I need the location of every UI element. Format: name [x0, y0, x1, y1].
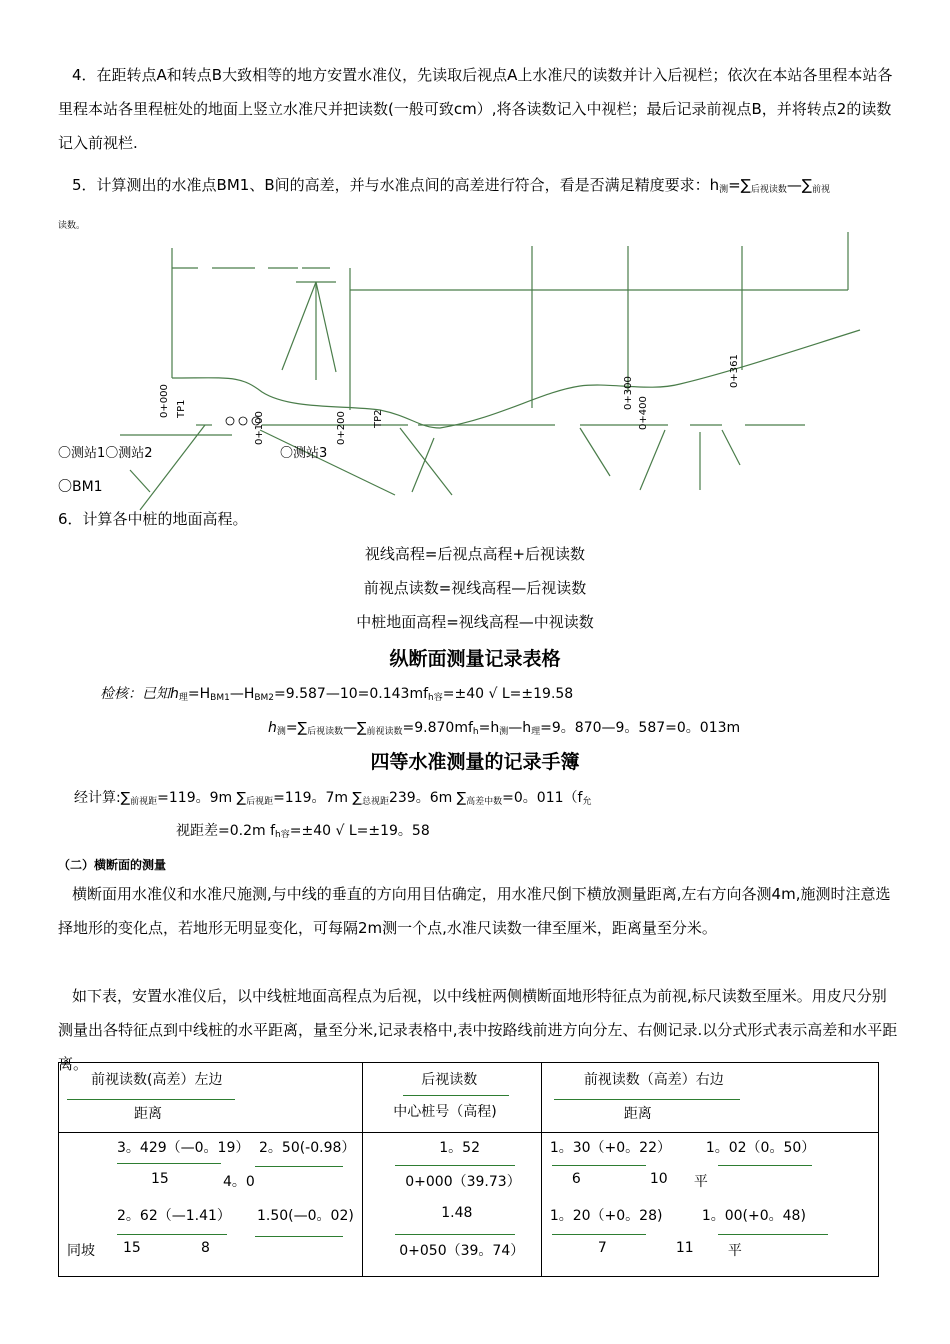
header-mid-top: 后视读数: [421, 1072, 478, 1088]
calc1-d: =0。011（f: [502, 790, 583, 806]
left-r1-distance-b: 4。0: [223, 1174, 255, 1190]
formula-foresight: 前视点读数=视线高程—后视读数: [363, 579, 587, 597]
formula-sightline: 视线高程=后视点高程+后视读数: [364, 545, 586, 563]
cross-section-paragraph-1: 横断面用水准仪和水准尺施测,与中线的垂直的方向用目估确定，用水准尺倒下横放测量距离,左右方向各测4m,施测时注意选择地形的变化点，若地形无明显变化，可每隔2m测一个点,水准尺读数一律至厘米，距离量至分米。: [58, 885, 891, 937]
section-cross-heading: （二）横断面的测量: [58, 858, 167, 872]
check1-s1: 理: [178, 693, 188, 703]
mid-r2-backsight: 1.48: [441, 1205, 473, 1221]
check1-h: h: [170, 686, 179, 702]
check2-s5: 测: [499, 727, 509, 737]
calc2-a: 视距差=0.2m f: [176, 823, 276, 839]
check2-s6: 理: [531, 727, 541, 737]
station-label-0-200: 0+200: [336, 411, 347, 445]
left-r1-distance-a: 15: [151, 1171, 169, 1187]
calc2-s1: h: [275, 830, 281, 840]
left-r2-reading-a: 2。62（—1.41）: [117, 1208, 231, 1224]
right-r2-reading-b: 1。00(+0。48): [701, 1208, 806, 1224]
left-r2-distance-a: 15: [123, 1240, 141, 1256]
left-r1-reading-a: 3。429（—0。19）: [117, 1140, 250, 1156]
check-label: 检核：已知: [100, 686, 170, 702]
step5-tail: 读数。: [58, 221, 86, 231]
title-profile-record: 纵断面测量记录表格: [389, 648, 561, 670]
step6-text: 6．计算各中桩的地面高程。: [58, 510, 248, 528]
station-label-0-361: 0+361: [729, 354, 740, 388]
check1-s2: BM1: [210, 693, 230, 703]
calc1-s4: 高差中数: [466, 797, 503, 807]
step5-sub-measured: 测: [719, 185, 729, 195]
data-mid-cell: [363, 1133, 542, 1277]
check2-a: =∑: [285, 720, 308, 736]
right-r2-flat: 平: [727, 1243, 742, 1259]
check2-s1: 测: [276, 727, 286, 737]
station-label-tp1: TP1: [176, 399, 187, 418]
header-right-bottom: 距离: [623, 1106, 652, 1122]
right-r1-distance-a: 6: [571, 1171, 581, 1187]
check-line-2: [268, 717, 740, 737]
station-label-0-300: 0+300: [623, 376, 634, 410]
check-line-1: [100, 683, 573, 703]
station-1-2-label: 〇测站1〇测站2: [58, 446, 153, 461]
header-left-top: 前视读数(高差）左边: [91, 1072, 223, 1088]
calc1-s3: 总视距: [361, 797, 389, 807]
header-mid-cell: [363, 1063, 542, 1133]
data-right-cell: [541, 1133, 878, 1277]
check1-b: —H: [229, 686, 255, 702]
mid-r2-station: 0+050（39。74）: [399, 1243, 525, 1259]
calc1-s2: 后视距: [246, 797, 274, 807]
step5-text: 5．计算测出的水准点BM1、B间的高差，并与水准点间的高差进行符合，看是否满足精度要求：h: [72, 176, 720, 194]
check2-s2: 后视读数: [307, 727, 344, 737]
calc1-c: 239。6m ∑: [388, 790, 467, 806]
calc1-a: =119。9m ∑: [157, 790, 247, 806]
station-3-label: 〇测站3: [280, 446, 328, 461]
step5-sub-foresight: 前视: [811, 185, 830, 195]
check1-a: =H: [187, 686, 211, 702]
check2-s3: 前视读数: [366, 727, 403, 737]
step5-minus: —∑: [786, 176, 812, 194]
check2-f: =9。870—9。587=0。013m: [540, 720, 741, 736]
right-r1-reading-a: 1。30（+0。22）: [549, 1140, 671, 1156]
right-r2-distance-b: 11: [675, 1240, 694, 1256]
mid-r1-station: 0+000（39.73）: [405, 1174, 521, 1190]
header-right-top: 前视读数（高差）右边: [583, 1072, 724, 1088]
station-label-0-000: 0+000: [159, 384, 170, 418]
header-mid-bottom: 中心桩号（高程): [393, 1104, 497, 1120]
station-label-tp2: TP2: [373, 409, 384, 428]
left-r2-reading-b: 1.50(—0。02): [257, 1208, 354, 1224]
check2-b: —∑: [343, 720, 367, 736]
check1-c: =9.587—10=0.143mf: [274, 686, 429, 702]
right-r2-distance-a: 7: [597, 1240, 607, 1256]
title-fourth-order-leveling: 四等水准测量的记录手簿: [370, 751, 580, 773]
header-left-bottom: 距离: [134, 1106, 162, 1122]
calc-line-2: [176, 820, 430, 840]
step5-eq: =∑: [728, 176, 751, 194]
check1-s4: h: [428, 693, 434, 703]
cross-section-paragraph-2: 如下表，安置水准仪后，以中线桩地面高程点为后视，以中线桩两侧横断面地形特征点为前视,标尺读数至厘米。用皮尺分别测量出各特征点到中线桩的水平距离，量至分米,记录表格中,表中按路线前进方向分左、右侧记录.以分式形式表示高差和水平距离。: [58, 987, 898, 1073]
calc1-label: 经计算:∑: [74, 790, 131, 806]
check2-d: =h: [478, 720, 500, 736]
check2-h: h: [268, 720, 277, 736]
right-r1-distance-b: 10: [649, 1171, 668, 1187]
step4-paragraph: 4．在距转点A和转点B大致相等的地方安置水准仪，先读取后视点A上水准尺的读数并计入后视栏；依次在本站各里程本站各里程本站各里程桩处的地面上竖立水准尺并把读数(一般可致cm）,将各读数记入中视栏；最后记录前视点B，并将转点2的读数记入前视栏.: [58, 66, 893, 152]
calc1-b: =119。7m ∑: [273, 790, 362, 806]
formula-ground-elevation: 中桩地面高程=视线高程—中视读数: [356, 613, 594, 631]
right-r1-reading-b: 1。02（0。50）: [705, 1140, 816, 1156]
check2-c: =9.870mf: [402, 720, 473, 736]
check1-s5: 容: [433, 693, 443, 703]
calc1-s1: 前视距: [130, 797, 158, 807]
check1-s3: BM2: [254, 693, 275, 703]
station-label-0-400: 0+400: [638, 396, 649, 430]
cross-section-table: [58, 1062, 879, 1277]
mid-r1-backsight: 1。52: [439, 1140, 480, 1156]
left-r1-reading-b: 2。50(-0.98）: [259, 1140, 356, 1156]
station-label-0-100: 0+100: [254, 411, 265, 445]
calc1-s5: 允: [582, 797, 592, 807]
bm1-label: 〇BM1: [58, 479, 103, 495]
data-left-cell: [59, 1133, 363, 1277]
calc2-b: =±40 √ L=±19。58: [289, 823, 430, 839]
left-r2-same-slope: 同坡: [67, 1243, 95, 1259]
calc-line-1: [74, 787, 591, 807]
header-left-cell: [59, 1063, 363, 1133]
right-r2-reading-a: 1。20（+0。28): [549, 1208, 663, 1224]
diagram-lines: [120, 232, 860, 510]
left-r2-distance-b: 8: [201, 1240, 210, 1256]
check2-e: —h: [508, 720, 532, 736]
right-r1-flat: 平: [693, 1174, 708, 1190]
check2-s4: h: [472, 727, 479, 737]
step5-sub-backsight: 后视读数: [750, 185, 787, 195]
header-right-cell: [541, 1063, 878, 1133]
calc2-s2: 容: [280, 830, 290, 840]
check1-d: =±40 √ L=±19.58: [442, 686, 574, 702]
